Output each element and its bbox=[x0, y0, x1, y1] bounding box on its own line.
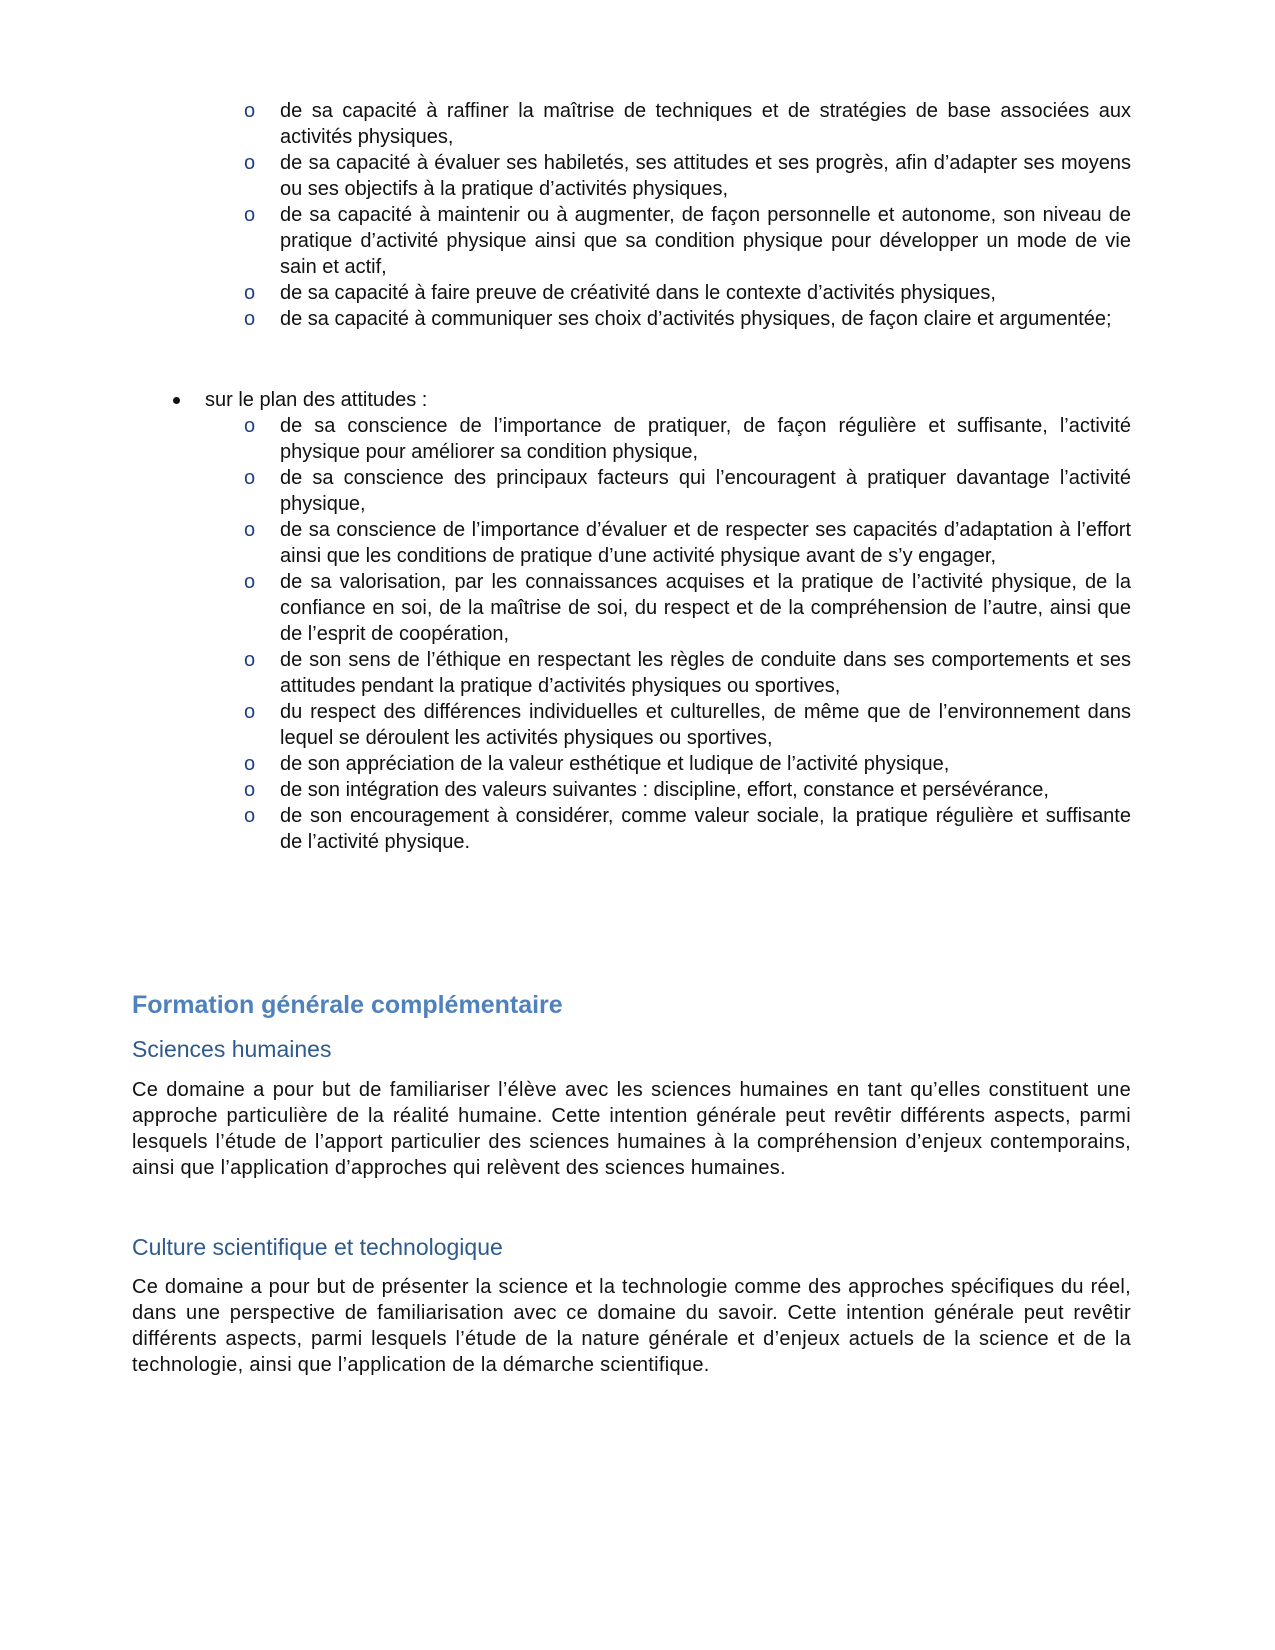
culture-scientifique-title: Culture scientifique et technologique bbox=[132, 1234, 503, 1260]
list-item: o de sa conscience des principaux facteurs qui l’encouragent à pratiquer davantage l’activité physique, bbox=[244, 467, 1131, 515]
hollow-bullet-icon: o bbox=[244, 649, 256, 671]
section-title: Formation générale complémentaire bbox=[132, 991, 563, 1019]
hollow-bullet-icon: o bbox=[244, 779, 256, 801]
list-item: o de sa capacité à faire preuve de créativité dans le contexte d’activités physiques, bbox=[244, 282, 996, 304]
list-item: o de sa capacité à évaluer ses habiletés, ses attitudes et ses progrès, afin d’adapter ses moyens ou ses objectifs à la pratique d’activités physiques, bbox=[244, 152, 1131, 200]
list-item: o de son intégration des valeurs suivantes : discipline, effort, constance et persévérance, bbox=[244, 779, 1049, 801]
attitudes-list bbox=[244, 413, 1131, 855]
list-item: o de sa capacité à maintenir ou à augmenter, de façon personnelle et autonome, son niveau de pratique d’activité physique ainsi que sa condition physique pour développer un mode de vie sain et actif, bbox=[244, 204, 1131, 278]
list-item: o de son encouragement à considérer, comme valeur sociale, la pratique régulière et suffisante de l’activité physique. bbox=[244, 805, 1131, 853]
sciences-humaines-paragraph: Ce domaine a pour but de familiariser l’élève avec les sciences humaines en tant qu’elles constituent une approche particulière de la réalité humaine. Cette intention générale peut revêtir différents aspects, parmi lesquels l’étude de l’apport particulier des sciences humaines à la compréhension d’enjeux contemporains, ainsi que l’application d’approches qui relèvent des sciences humaines. bbox=[132, 1079, 1131, 1179]
culture-scientifique-paragraph: Ce domaine a pour but de présenter la science et la technologie comme des approches spécifiques du réel, dans une perspective de familiarisation avec ce domaine du savoir. Cette intention générale peut revêtir différents aspects, parmi lesquels l’étude de la nature générale et d’enjeux actuels de la science et de la technologie, ainsi que l’application de la démarche scientifique. bbox=[132, 1276, 1131, 1376]
hollow-bullet-icon: o bbox=[244, 308, 256, 330]
hollow-bullet-icon: o bbox=[244, 519, 256, 541]
hollow-bullet-icon: o bbox=[244, 571, 256, 593]
list-item: o de son appréciation de la valeur esthétique et ludique de l’activité physique, bbox=[244, 753, 950, 775]
hollow-bullet-icon: o bbox=[244, 204, 256, 226]
list-item: o de sa conscience de l’importance d’évaluer et de respecter ses capacités d’adaptation à l’effort ainsi que les conditions de pratique d’une activité physique avant de s’y engager, bbox=[244, 519, 1131, 567]
list-item: o de sa conscience de l’importance de pratiquer, de façon régulière et suffisante, l’activité physique pour améliorer sa condition physique, bbox=[244, 415, 1131, 463]
sciences-humaines-title: Sciences humaines bbox=[132, 1036, 332, 1062]
list-item: o de sa capacité à communiquer ses choix d’activités physiques, de façon claire et argumentée; bbox=[244, 308, 1112, 330]
hollow-bullet-icon: o bbox=[244, 100, 256, 122]
hollow-bullet-icon: o bbox=[244, 415, 256, 437]
list-item: o de sa capacité à raffiner la maîtrise de techniques et de stratégies de base associées aux activités physiques, bbox=[244, 100, 1131, 148]
list-item: o de sa valorisation, par les connaissances acquises et la pratique de l’activité physique, de la confiance en soi, de la maîtrise de soi, du respect et de la compréhension de l’autre, ainsi que de l’esprit de coopération, bbox=[244, 571, 1131, 645]
attitudes-heading: sur le plan des attitudes : bbox=[205, 389, 428, 411]
hollow-bullet-icon: o bbox=[244, 152, 256, 174]
hollow-bullet-icon: o bbox=[244, 467, 256, 489]
hollow-bullet-icon: o bbox=[244, 805, 256, 827]
hollow-bullet-icon: o bbox=[244, 282, 256, 304]
bullet-icon bbox=[173, 397, 180, 404]
hollow-bullet-icon: o bbox=[244, 701, 256, 723]
hollow-bullet-icon: o bbox=[244, 753, 256, 775]
list-item: o du respect des différences individuelles et culturelles, de même que de l’environnement dans lequel se déroulent les activités physiques ou sportives, bbox=[244, 701, 1131, 749]
attitudes-bullet-item bbox=[205, 387, 427, 413]
list-item: o de son sens de l’éthique en respectant les règles de conduite dans ses comportements et ses attitudes pendant la pratique d’activités physiques ou sportives, bbox=[244, 649, 1131, 697]
capacity-list bbox=[244, 98, 1131, 332]
